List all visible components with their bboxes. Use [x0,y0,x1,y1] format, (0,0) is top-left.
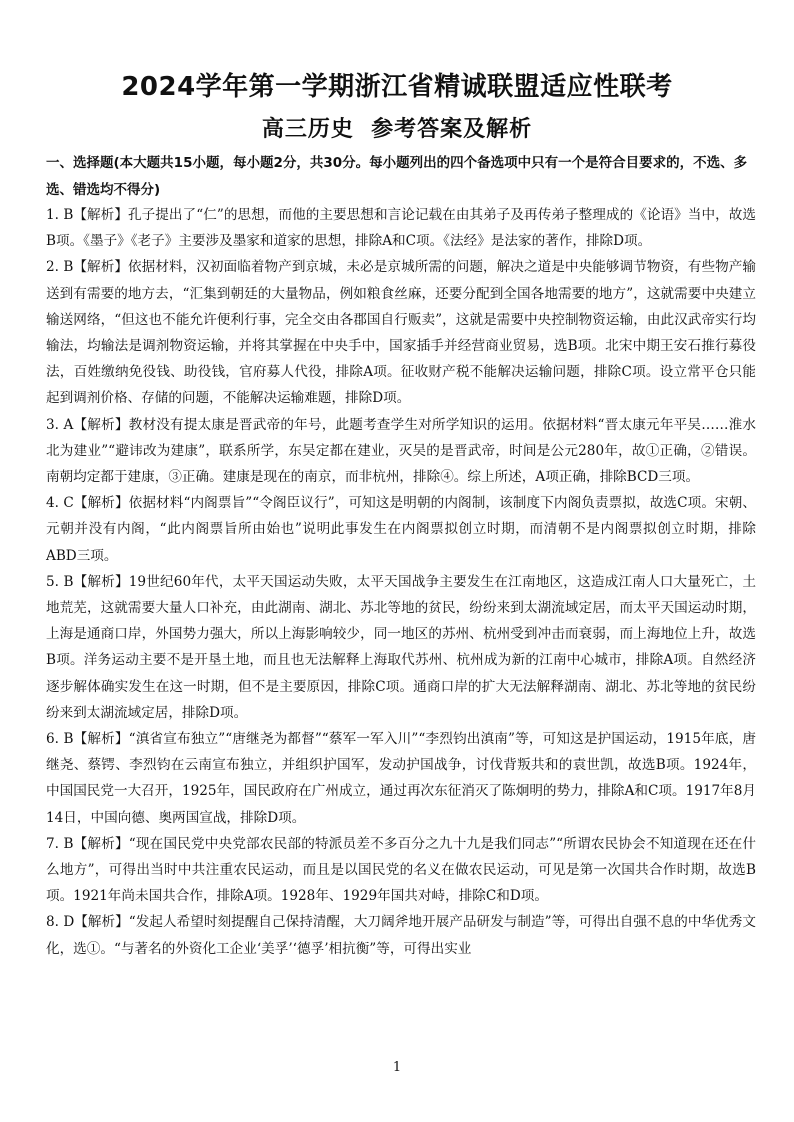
document-subtitle: 高三历史 参考答案及解析 [261,117,533,142]
answer-list [46,202,756,962]
answer-item-5: 5. B【解析】19世纪60年代，太平天国运动失败，太平天国战争主要发生在江南地区，这造成江南人口大量死亡，土地荒芜，这就需要大量人口补充，由此湖南、湖北、苏北等地的贫民，纷纷来到太湖流域定居，而太平天国运动时期，上海是通商口岸，外国势力强大，所以上海影响较少，同一地区的苏州、杭州受到冲击而衰弱，而上海地位上升，故选B项。洋务运动主要不是开垦土地，而且也无法解释上海取代苏州、杭州成为新的江南中心城市，排除A项。自然经济逐步解体确实发生在这一时期，但不是主要原因，排除C项。通商口岸的扩大无法解释湖南、湖北、苏北等地的贫民纷纷来到太湖流域定居，排除D项。 [46,573,756,721]
page-number: 1 [392,1060,402,1075]
section-heading: 一、选择题(本大题共15小题，每小题2分，共30分。每小题列出的四个备选项中只有一个是符合目要求的，不选、多选、错选均不得分) [46,155,748,198]
answer-item-1: 1. B【解析】孔子提出了“仁”的思想，而他的主要思想和言论记载在由其弟子及再传弟子整理成的《论语》当中，故选B项。《墨子》《老子》主要涉及墨家和道家的思想，排除A和C项。《法经》是法家的著作，排除D项。 [46,207,756,250]
answer-item-3: 3. A【解析】教材没有提太康是晋武帝的年号，此题考查学生对所学知识的运用。依据材料“晋太康元年平吴……淮水北为建业”“避讳改为建康”，联系所学，东吴定都在建业，灭吴的是晋武帝，时间是公元280年，故①正确，②错误。南朝均定都于建康，③正确。建康是现在的南京，而非杭州，排除④。综上所述，A项正确，排除BCD三项。 [46,416,756,486]
answer-item-7: 7. B【解析】“现在国民党中央党部农民部的特派员差不多百分之九十九是我们同志”“所谓农民协会不知道现在还在什么地方”，可得出当时中共注重农民运动，而且是以国民党的名义在做农民运动，可见是第一次国共合作时期，故选B项。1921年尚未国共合作，排除A项。1928年、1929年国共对峙，排除C和D项。 [46,835,756,905]
answer-item-4: 4. C【解析】依据材料“内阁票旨”“令阁臣议行”，可知这是明朝的内阁制，该制度下内阁负责票拟，故选C项。宋朝、元朝并没有内阁，“此内阁票旨所由始也”说明此事发生在内阁票拟创立时期，而清朝不是内阁票拟创立时期，排除ABD三项。 [46,495,756,564]
answer-item-8: 8. D【解析】“发起人希望时刻提醒自己保持清醒，大刀阔斧地开展产品研发与制造”等，可得出自强不息的中华优秀文化，选①。“与著名的外资化工企业‘美孚’‘德孚’相抗衡”等，可得出实业 [46,914,756,957]
document-title: 2024学年第一学期浙江省精诚联盟适应性联考 [121,72,673,102]
answer-item-6: 6. B【解析】“滇省宣布独立”“唐继尧为都督”“蔡军一军入川”“李烈钧出滇南”等，可知这是护国运动，1915年底，唐继尧、蔡锷、李烈钧在云南宣布独立，并组织护国军，发动护国战争，讨伐背叛共和的袁世凯，故选B项。1924年，中国国民党一大召开，1925年，国民政府在广州成立，通过再次东征消灭了陈炯明的势力，排除A和C项。1917年8月14日，中国向德、奥两国宣战，排除D项。 [46,731,756,826]
answer-item-2: 2. B【解析】依据材料，汉初面临着物产到京城，未必是京城所需的问题，解决之道是中央能够调节物资，有些物产输送到有需要的地方去，“汇集到朝廷的大量物品，例如粮食丝麻，还要分配到全国各地需要的地方”，这就需要中央建立输送网络，“但这也不能允许便利行事，完全交由各郡国自行贩卖”，这就是需要中央控制物资运输，由此汉武帝实行均输法，均输法是调剂物资运输，并将其掌握在中央手中，国家插手并经营商业贸易，选B项。北宋中期王安石推行募役法，百姓缴纳免役钱、助役钱，官府募人代役，排除A项。征收财产税不能解决运输问题，排除C项。设立常平仓只能起到调剂价格、存储的问题，不能解决运输难题，排除D项。 [46,259,756,407]
